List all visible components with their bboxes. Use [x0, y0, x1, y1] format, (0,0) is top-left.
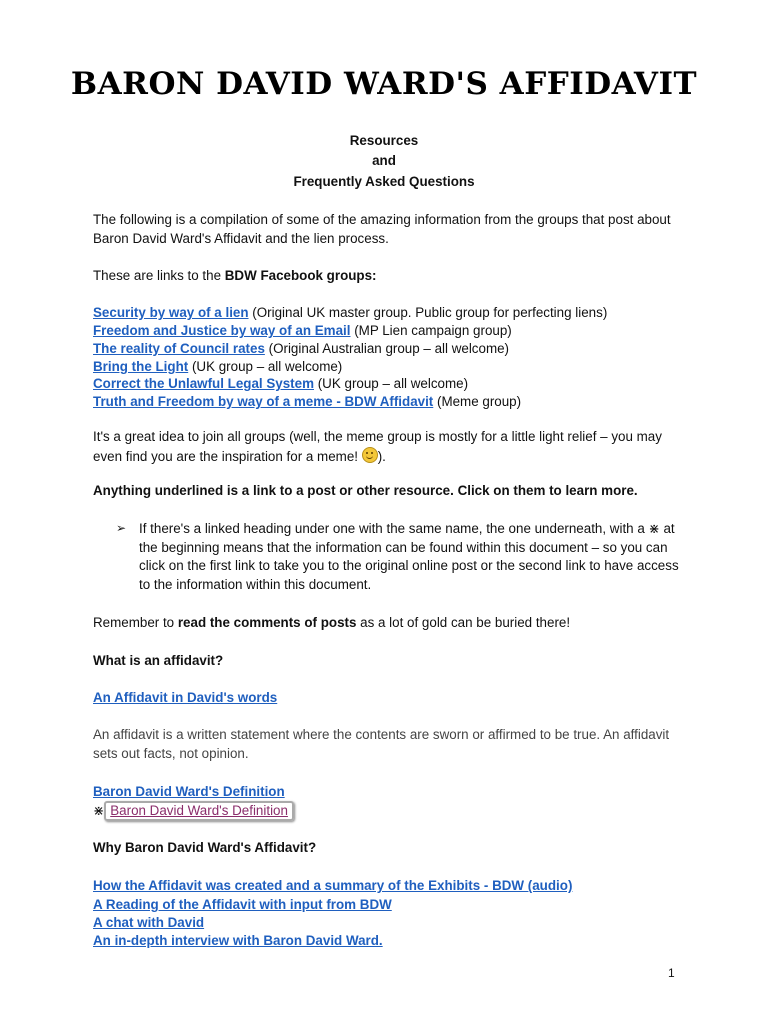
- definition-inpage-line: [93, 801, 294, 821]
- link-affidavit-davids-words[interactable]: An Affidavit in David's words: [93, 690, 278, 705]
- in-document-marker-icon: ⋇: [93, 803, 105, 818]
- group-link-council-rates[interactable]: The reality of Council rates: [93, 341, 265, 356]
- group-link-bring-the-light[interactable]: Bring the Light: [93, 359, 189, 374]
- group-link-security-lien[interactable]: Security by way of a lien: [93, 305, 249, 320]
- affidavit-definition-paragraph: An affidavit is a written statement where the contents are sworn or affirmed to be true. An affidavit sets out facts, not opinion.: [93, 727, 670, 761]
- fb-groups-intro: [93, 267, 377, 285]
- group-desc: (UK group – all welcome): [188, 359, 343, 374]
- document-title: BARON DAVID WARD'S AFFIDAVIT: [70, 66, 698, 102]
- join-end: ).: [377, 448, 386, 464]
- link-in-depth-interview[interactable]: An in-depth interview with Baron David Ward.: [93, 933, 383, 948]
- why-link-line-4: [93, 932, 383, 950]
- remember-prefix: Remember to: [93, 615, 178, 630]
- group-desc: (Meme group): [433, 394, 522, 409]
- question-what-is-affidavit: What is an affidavit?: [93, 653, 224, 668]
- remember-suffix: as a lot of gold can be buried there!: [356, 615, 571, 630]
- group-line-5: [93, 375, 468, 393]
- page-number: 1: [668, 966, 675, 980]
- question-why-bdw-affidavit: Why Baron David Ward's Affidavit?: [93, 840, 317, 855]
- intro-paragraph: The following is a compilation of some of the amazing information from the groups that post about Baron David Ward's Affidavit and the lien process.: [93, 212, 671, 246]
- underlined-note: Anything underlined is a link to a post or other resource. Click on them to learn more.: [93, 483, 638, 498]
- subheading-faq: Frequently Asked Questions: [293, 174, 475, 189]
- group-desc: (UK group – all welcome): [314, 376, 469, 391]
- fb-groups-intro-bold: BDW Facebook groups:: [224, 268, 377, 283]
- link-affidavit-created-summary[interactable]: How the Affidavit was created and a summary of the Exhibits - BDW (audio): [93, 878, 573, 893]
- affidavit-words-line: [93, 689, 277, 707]
- join-paragraph: [93, 428, 678, 466]
- why-link-line-1: [93, 877, 572, 895]
- wink-emoji-icon: [362, 447, 378, 463]
- link-bdw-definition[interactable]: Baron David Ward's Definition: [93, 784, 285, 799]
- remember-line: [93, 614, 570, 632]
- link-reading-of-affidavit[interactable]: A Reading of the Affidavit with input from BDW: [93, 897, 392, 912]
- remember-bold: read the comments of posts: [177, 615, 357, 630]
- group-desc: (Original Australian group – all welcome): [264, 341, 510, 356]
- group-link-meme-group[interactable]: Truth and Freedom by way of a meme - BDW Affidavit: [93, 394, 434, 409]
- why-link-line-2: [93, 896, 392, 914]
- link-bdw-definition-in-document[interactable]: Baron David Ward's Definition: [104, 801, 294, 821]
- group-line-3: [93, 340, 509, 358]
- group-line-4: [93, 358, 342, 376]
- subheading-resources: Resources: [349, 133, 419, 148]
- link-chat-with-david[interactable]: A chat with David: [93, 915, 205, 930]
- group-link-correct-legal-system[interactable]: Correct the Unlawful Legal System: [93, 376, 314, 391]
- fb-groups-intro-text: These are links to the: [93, 268, 225, 283]
- why-link-line-3: [93, 914, 204, 932]
- subheading-and: and: [372, 153, 396, 168]
- join-text: It's a great idea to join all groups (well, the meme group is mostly for a little light relief – you may even find you are the inspiration for a meme!: [93, 429, 662, 464]
- group-desc: (Original UK master group. Public group for perfecting liens): [248, 305, 608, 320]
- bullet-paragraph: If there's a linked heading under one with the same name, the one underneath, with a ⋇ at the beginning means that the information can be found within this document – so you can click on the first link to take you to the original online post or the second link to have access to the information within this document.: [139, 521, 679, 592]
- group-line-1: [93, 304, 607, 322]
- arrow-bullet-icon: ➢: [116, 521, 127, 535]
- group-link-freedom-justice[interactable]: Freedom and Justice by way of an Email: [93, 323, 351, 338]
- definition-link-line: [93, 783, 285, 801]
- group-line-6: [93, 393, 521, 411]
- group-line-2: [93, 322, 512, 340]
- group-desc: (MP Lien campaign group): [350, 323, 512, 338]
